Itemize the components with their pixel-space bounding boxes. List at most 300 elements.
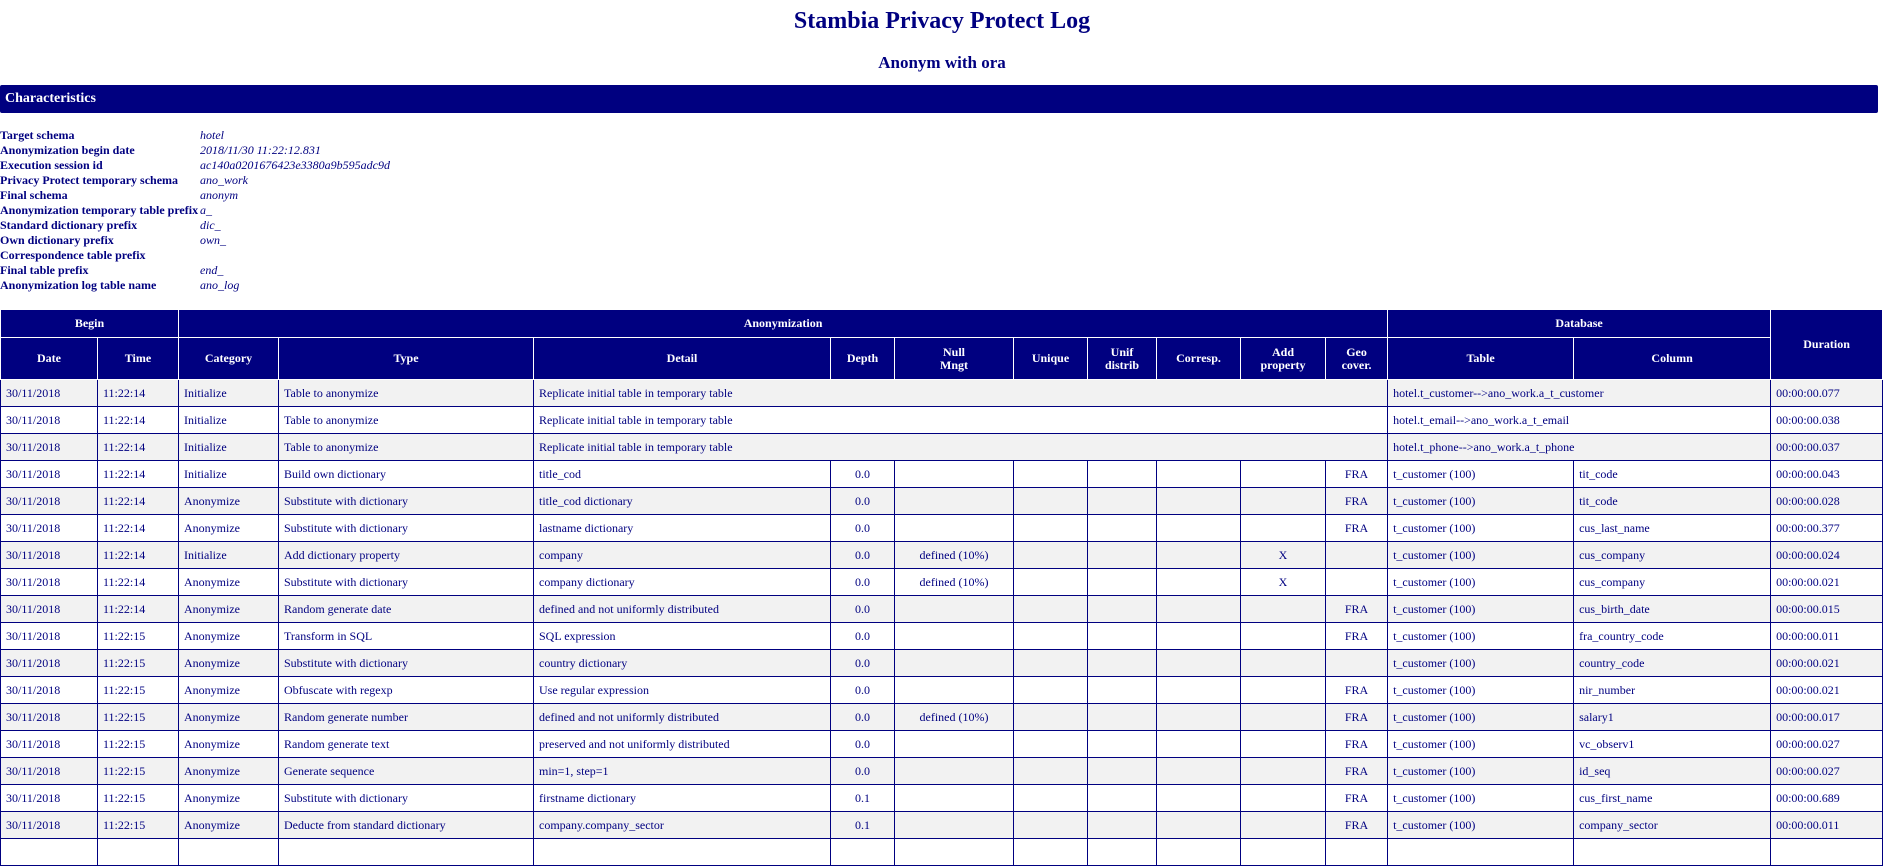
column-header-add-property: Add property [1241, 338, 1326, 380]
characteristic-row [0, 203, 390, 218]
cell-geo: FRA [1326, 731, 1388, 758]
cell-duration: 00:00:00.011 [1771, 623, 1883, 650]
cell-depth: 0.0 [831, 515, 895, 542]
cell-add [1241, 812, 1326, 839]
cell-unif [1088, 596, 1157, 623]
cell-date: 30/11/2018 [1, 461, 98, 488]
cell-geo: FRA [1326, 596, 1388, 623]
cell-depth [831, 839, 895, 866]
group-header-begin: Begin [1, 310, 179, 338]
cell-null [895, 785, 1014, 812]
cell-add [1241, 461, 1326, 488]
cell-time: 11:22:14 [98, 461, 179, 488]
cell-detail: preserved and not uniformly distributed [534, 731, 831, 758]
cell-table: t_customer (100) [1388, 596, 1574, 623]
cell-category: Anonymize [179, 488, 279, 515]
cell-category: Initialize [179, 434, 279, 461]
cell-depth: 0.0 [831, 650, 895, 677]
cell-null [895, 488, 1014, 515]
cell-add [1241, 515, 1326, 542]
cell-type: Transform in SQL [279, 623, 534, 650]
cell-detail: Replicate initial table in temporary table [534, 434, 1388, 461]
cell-depth: 0.0 [831, 758, 895, 785]
cell-time: 11:22:14 [98, 380, 179, 407]
cell-category: Initialize [179, 407, 279, 434]
cell-corresp [1157, 704, 1241, 731]
cell-unif [1088, 704, 1157, 731]
cell-add [1241, 650, 1326, 677]
cell-column: country_code [1574, 650, 1771, 677]
cell-type: Substitute with dictionary [279, 488, 534, 515]
cell-geo: FRA [1326, 623, 1388, 650]
characteristic-row [0, 158, 390, 173]
cell-table: t_customer (100) [1388, 650, 1574, 677]
cell-unif [1088, 461, 1157, 488]
column-header-duration: Duration [1771, 310, 1883, 380]
characteristic-row [0, 173, 390, 188]
column-header-depth: Depth [831, 338, 895, 380]
cell-corresp [1157, 461, 1241, 488]
characteristic-row [0, 188, 390, 203]
cell-duration: 00:00:00.037 [1771, 434, 1883, 461]
cell-table: t_customer (100) [1388, 731, 1574, 758]
cell-corresp [1157, 623, 1241, 650]
cell-type: Random generate number [279, 704, 534, 731]
cell-column: tit_code [1574, 488, 1771, 515]
cell-add [1241, 488, 1326, 515]
cell-add [1241, 623, 1326, 650]
cell-time [98, 839, 179, 866]
cell-date: 30/11/2018 [1, 515, 98, 542]
cell-time: 11:22:14 [98, 569, 179, 596]
cell-table: t_customer (100) [1388, 704, 1574, 731]
cell-column [1574, 839, 1771, 866]
cell-null [895, 461, 1014, 488]
cell-date: 30/11/2018 [1, 731, 98, 758]
cell-unif [1088, 542, 1157, 569]
characteristic-value: anonym [200, 188, 238, 202]
cell-corresp [1157, 839, 1241, 866]
cell-duration [1771, 839, 1883, 866]
cell-date: 30/11/2018 [1, 407, 98, 434]
cell-unif [1088, 731, 1157, 758]
characteristic-row [0, 128, 390, 143]
characteristic-value: hotel [200, 128, 224, 142]
cell-geo: FRA [1326, 488, 1388, 515]
cell-add: X [1241, 542, 1326, 569]
column-header-type: Type [279, 338, 534, 380]
cell-unique [1014, 758, 1088, 785]
cell-time: 11:22:15 [98, 704, 179, 731]
characteristic-value: ano_work [200, 173, 248, 187]
table-row [1, 407, 1883, 434]
cell-unif [1088, 650, 1157, 677]
characteristic-label: Correspondence table prefix [0, 248, 146, 262]
cell-duration: 00:00:00.043 [1771, 461, 1883, 488]
cell-geo [1326, 650, 1388, 677]
cell-duration: 00:00:00.015 [1771, 596, 1883, 623]
anonymization-log-table [0, 309, 1883, 866]
cell-date: 30/11/2018 [1, 785, 98, 812]
cell-null [895, 623, 1014, 650]
cell-unique [1014, 596, 1088, 623]
cell-unif [1088, 515, 1157, 542]
cell-geo: FRA [1326, 461, 1388, 488]
cell-type: Obfuscate with regexp [279, 677, 534, 704]
cell-detail [534, 839, 831, 866]
cell-unique [1014, 785, 1088, 812]
cell-null [895, 839, 1014, 866]
cell-unique [1014, 623, 1088, 650]
cell-duration: 00:00:00.077 [1771, 380, 1883, 407]
cell-table: t_customer (100) [1388, 758, 1574, 785]
cell-detail: min=1, step=1 [534, 758, 831, 785]
table-row [1, 758, 1883, 785]
cell-db: hotel.t_phone-->ano_work.a_t_phone [1388, 434, 1771, 461]
column-header-unif-distrib: Unif distrib [1088, 338, 1157, 380]
cell-unique [1014, 515, 1088, 542]
cell-add [1241, 677, 1326, 704]
cell-type: Table to anonymize [279, 380, 534, 407]
cell-unique [1014, 731, 1088, 758]
cell-duration: 00:00:00.017 [1771, 704, 1883, 731]
cell-null: defined (10%) [895, 542, 1014, 569]
page-subtitle: Anonym with ora [878, 53, 1006, 72]
cell-category: Anonymize [179, 704, 279, 731]
characteristic-row [0, 218, 390, 233]
cell-geo [1326, 569, 1388, 596]
characteristic-label: Anonymization begin date [0, 143, 135, 157]
column-header-unique: Unique [1014, 338, 1088, 380]
table-row [1, 569, 1883, 596]
cell-corresp [1157, 488, 1241, 515]
cell-table: t_customer (100) [1388, 488, 1574, 515]
cell-unif [1088, 758, 1157, 785]
cell-geo: FRA [1326, 704, 1388, 731]
cell-type: Substitute with dictionary [279, 650, 534, 677]
cell-null [895, 596, 1014, 623]
cell-unique [1014, 569, 1088, 596]
cell-corresp [1157, 542, 1241, 569]
cell-type: Random generate date [279, 596, 534, 623]
cell-category: Initialize [179, 461, 279, 488]
cell-depth: 0.1 [831, 785, 895, 812]
cell-corresp [1157, 812, 1241, 839]
cell-depth: 0.0 [831, 677, 895, 704]
cell-type: Substitute with dictionary [279, 515, 534, 542]
cell-duration: 00:00:00.021 [1771, 677, 1883, 704]
cell-add [1241, 758, 1326, 785]
characteristic-label: Target schema [0, 128, 75, 142]
characteristic-label: Standard dictionary prefix [0, 218, 138, 232]
table-row [1, 515, 1883, 542]
cell-unique [1014, 542, 1088, 569]
characteristic-label: Privacy Protect temporary schema [0, 173, 179, 187]
cell-column: nir_number [1574, 677, 1771, 704]
characteristic-label: Anonymization temporary table prefix [0, 203, 199, 217]
table-row [1, 542, 1883, 569]
cell-date: 30/11/2018 [1, 488, 98, 515]
cell-corresp [1157, 677, 1241, 704]
cell-depth: 0.0 [831, 623, 895, 650]
column-header-table: Table [1388, 338, 1574, 380]
column-header-column: Column [1574, 338, 1771, 380]
characteristic-value: ac140a0201676423e3380a9b595adc9d [200, 158, 390, 172]
table-row [1, 461, 1883, 488]
cell-column: tit_code [1574, 461, 1771, 488]
cell-corresp [1157, 515, 1241, 542]
cell-time: 11:22:15 [98, 812, 179, 839]
characteristic-label: Execution session id [0, 158, 103, 172]
cell-detail: title_cod dictionary [534, 488, 831, 515]
cell-date: 30/11/2018 [1, 650, 98, 677]
cell-date: 30/11/2018 [1, 569, 98, 596]
cell-date: 30/11/2018 [1, 758, 98, 785]
column-header-corresp: Corresp. [1157, 338, 1241, 380]
cell-type: Random generate text [279, 731, 534, 758]
cell-type: Table to anonymize [279, 434, 534, 461]
cell-type: Generate sequence [279, 758, 534, 785]
table-row [1, 812, 1883, 839]
column-header-null-mngt: Null Mngt [895, 338, 1014, 380]
cell-null: defined (10%) [895, 569, 1014, 596]
cell-time: 11:22:15 [98, 731, 179, 758]
cell-depth: 0.0 [831, 596, 895, 623]
cell-unif [1088, 623, 1157, 650]
group-header-anonymization: Anonymization [179, 310, 1388, 338]
cell-depth: 0.1 [831, 812, 895, 839]
cell-null [895, 650, 1014, 677]
cell-category: Anonymize [179, 785, 279, 812]
cell-geo: FRA [1326, 785, 1388, 812]
cell-table [1388, 839, 1574, 866]
cell-category: Initialize [179, 380, 279, 407]
cell-geo: FRA [1326, 677, 1388, 704]
cell-date: 30/11/2018 [1, 542, 98, 569]
cell-detail: lastname dictionary [534, 515, 831, 542]
cell-geo [1326, 542, 1388, 569]
table-row [1, 488, 1883, 515]
cell-unique [1014, 461, 1088, 488]
cell-date: 30/11/2018 [1, 596, 98, 623]
characteristic-value: end_ [200, 263, 224, 277]
cell-type: Substitute with dictionary [279, 785, 534, 812]
cell-category: Anonymize [179, 569, 279, 596]
cell-detail: SQL expression [534, 623, 831, 650]
page-title: Stambia Privacy Protect Log [793, 8, 1091, 34]
cell-type [279, 839, 534, 866]
table-row [1, 704, 1883, 731]
cell-duration: 00:00:00.028 [1771, 488, 1883, 515]
cell-column: cus_first_name [1574, 785, 1771, 812]
cell-unique [1014, 677, 1088, 704]
cell-type: Build own dictionary [279, 461, 534, 488]
cell-date: 30/11/2018 [1, 677, 98, 704]
cell-table: t_customer (100) [1388, 623, 1574, 650]
cell-table: t_customer (100) [1388, 542, 1574, 569]
characteristic-row [0, 233, 390, 248]
column-header-time: Time [98, 338, 179, 380]
cell-date: 30/11/2018 [1, 812, 98, 839]
cell-time: 11:22:14 [98, 407, 179, 434]
characteristic-row [0, 278, 390, 293]
cell-duration: 00:00:00.377 [1771, 515, 1883, 542]
cell-depth: 0.0 [831, 704, 895, 731]
cell-add [1241, 704, 1326, 731]
cell-category [179, 839, 279, 866]
table-row [1, 650, 1883, 677]
cell-column: cus_company [1574, 569, 1771, 596]
cell-add [1241, 785, 1326, 812]
characteristics-list [0, 128, 390, 293]
cell-date: 30/11/2018 [1, 380, 98, 407]
cell-unique [1014, 704, 1088, 731]
cell-detail: defined and not uniformly distributed [534, 596, 831, 623]
cell-time: 11:22:15 [98, 758, 179, 785]
cell-category: Anonymize [179, 596, 279, 623]
cell-detail: company [534, 542, 831, 569]
cell-depth: 0.0 [831, 569, 895, 596]
cell-category: Anonymize [179, 677, 279, 704]
cell-detail: title_cod [534, 461, 831, 488]
cell-unif [1088, 812, 1157, 839]
cell-category: Anonymize [179, 515, 279, 542]
cell-date: 30/11/2018 [1, 704, 98, 731]
cell-geo: FRA [1326, 758, 1388, 785]
cell-unique [1014, 839, 1088, 866]
cell-category: Anonymize [179, 812, 279, 839]
cell-table: t_customer (100) [1388, 461, 1574, 488]
cell-add [1241, 596, 1326, 623]
cell-corresp [1157, 731, 1241, 758]
table-row [1, 785, 1883, 812]
cell-time: 11:22:15 [98, 785, 179, 812]
cell-column: cus_company [1574, 542, 1771, 569]
cell-corresp [1157, 785, 1241, 812]
cell-unif [1088, 677, 1157, 704]
table-row [1, 596, 1883, 623]
cell-duration: 00:00:00.021 [1771, 650, 1883, 677]
cell-column: cus_last_name [1574, 515, 1771, 542]
cell-add [1241, 731, 1326, 758]
cell-time: 11:22:14 [98, 434, 179, 461]
cell-detail: Replicate initial table in temporary table [534, 380, 1388, 407]
cell-date [1, 839, 98, 866]
cell-duration: 00:00:00.011 [1771, 812, 1883, 839]
cell-geo [1326, 839, 1388, 866]
table-row [1, 677, 1883, 704]
cell-unique [1014, 812, 1088, 839]
cell-unif [1088, 785, 1157, 812]
characteristic-row [0, 263, 390, 278]
cell-column: fra_country_code [1574, 623, 1771, 650]
cell-add [1241, 839, 1326, 866]
table-row [1, 731, 1883, 758]
cell-time: 11:22:14 [98, 596, 179, 623]
cell-type: Substitute with dictionary [279, 569, 534, 596]
cell-corresp [1157, 596, 1241, 623]
characteristic-value: a_ [200, 203, 212, 217]
cell-geo: FRA [1326, 812, 1388, 839]
cell-duration: 00:00:00.021 [1771, 569, 1883, 596]
cell-corresp [1157, 569, 1241, 596]
cell-type: Table to anonymize [279, 407, 534, 434]
cell-null [895, 515, 1014, 542]
group-header-database: Database [1388, 310, 1771, 338]
cell-column: cus_birth_date [1574, 596, 1771, 623]
cell-unique [1014, 488, 1088, 515]
column-header-detail: Detail [534, 338, 831, 380]
cell-table: t_customer (100) [1388, 677, 1574, 704]
cell-category: Anonymize [179, 623, 279, 650]
cell-time: 11:22:14 [98, 515, 179, 542]
table-row [1, 623, 1883, 650]
cell-null [895, 731, 1014, 758]
cell-date: 30/11/2018 [1, 434, 98, 461]
cell-date: 30/11/2018 [1, 623, 98, 650]
cell-table: t_customer (100) [1388, 785, 1574, 812]
cell-category: Anonymize [179, 650, 279, 677]
column-header-category: Category [179, 338, 279, 380]
cell-unif [1088, 839, 1157, 866]
characteristic-value: ano_log [200, 278, 240, 292]
cell-column: vc_observ1 [1574, 731, 1771, 758]
cell-category: Anonymize [179, 758, 279, 785]
table-row [1, 380, 1883, 407]
cell-null [895, 677, 1014, 704]
cell-duration: 00:00:00.027 [1771, 731, 1883, 758]
cell-type: Deducte from standard dictionary [279, 812, 534, 839]
cell-null [895, 812, 1014, 839]
table-row [1, 434, 1883, 461]
cell-depth: 0.0 [831, 461, 895, 488]
cell-corresp [1157, 758, 1241, 785]
cell-duration: 00:00:00.024 [1771, 542, 1883, 569]
cell-detail: Replicate initial table in temporary table [534, 407, 1388, 434]
cell-depth: 0.0 [831, 542, 895, 569]
characteristic-label: Final table prefix [0, 263, 89, 277]
cell-column: id_seq [1574, 758, 1771, 785]
cell-corresp [1157, 650, 1241, 677]
cell-time: 11:22:14 [98, 542, 179, 569]
cell-duration: 00:00:00.689 [1771, 785, 1883, 812]
cell-time: 11:22:14 [98, 488, 179, 515]
cell-time: 11:22:15 [98, 623, 179, 650]
column-header-geo-cover: Geo cover. [1326, 338, 1388, 380]
cell-time: 11:22:15 [98, 677, 179, 704]
characteristic-label: Anonymization log table name [0, 278, 157, 292]
cell-detail: company dictionary [534, 569, 831, 596]
cell-geo: FRA [1326, 515, 1388, 542]
cell-detail: Use regular expression [534, 677, 831, 704]
cell-type: Add dictionary property [279, 542, 534, 569]
cell-table: t_customer (100) [1388, 515, 1574, 542]
cell-unif [1088, 488, 1157, 515]
cell-table: t_customer (100) [1388, 569, 1574, 596]
cell-add: X [1241, 569, 1326, 596]
cell-detail: country dictionary [534, 650, 831, 677]
table-row [1, 839, 1883, 866]
cell-detail: firstname dictionary [534, 785, 831, 812]
cell-detail: defined and not uniformly distributed [534, 704, 831, 731]
cell-category: Anonymize [179, 731, 279, 758]
cell-column: company_sector [1574, 812, 1771, 839]
characteristic-label: Own dictionary prefix [0, 233, 114, 247]
cell-category: Initialize [179, 542, 279, 569]
cell-null: defined (10%) [895, 704, 1014, 731]
cell-db: hotel.t_customer-->ano_work.a_t_customer [1388, 380, 1771, 407]
cell-duration: 00:00:00.038 [1771, 407, 1883, 434]
